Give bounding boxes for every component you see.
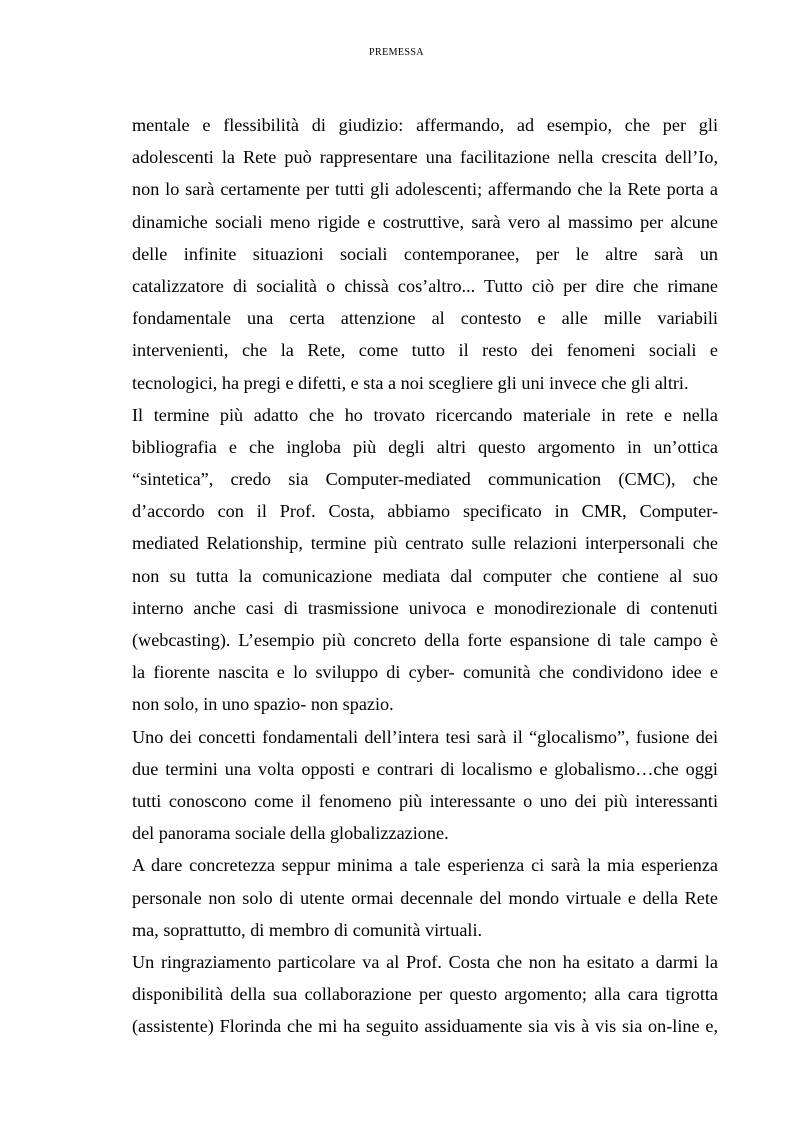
running-header: PREMESSA xyxy=(369,47,424,58)
text-line: Il termine più adatto che ho trovato ricercando materiale in rete e nella xyxy=(132,404,718,425)
text-line: adolescenti la Rete può rappresentare una facilitazione nella crescita dell’Io, xyxy=(132,147,718,168)
text-line: mentale e flessibilità di giudizio: affermando, ad esempio, che per gli xyxy=(132,115,718,135)
text-line: non solo, in uno spazio- non spazio. xyxy=(132,694,394,715)
text-line: dinamiche sociali meno rigide e costruttive, sarà vero al massimo per alcune xyxy=(132,211,718,232)
text-line: bibliografia e che ingloba più degli altri questo argomento in un’ottica xyxy=(132,436,718,457)
text-line: mediated Relationship, termine più centrato sulle relazioni interpersonali che xyxy=(132,533,718,554)
text-line: catalizzatore di socialità o chissà cos’altro... Tutto ciò per dire che rimane xyxy=(132,275,718,296)
text-line: (webcasting). L’esempio più concreto della forte espansione di tale campo è xyxy=(132,630,718,650)
text-line: (assistente) Florinda che mi ha seguito assiduamente sia vis à vis sia on-line e, xyxy=(132,1016,718,1037)
text-line: non su tutta la comunicazione mediata dal computer che contiene al suo xyxy=(132,565,718,586)
text-line: due termini una volta opposti e contrari di localismo e globalismo…che oggi xyxy=(132,758,718,779)
text-line: A dare concretezza seppur minima a tale esperienza ci sarà la mia esperienza xyxy=(132,855,718,876)
text-line: fondamentale una certa attenzione al contesto e alle mille variabili xyxy=(132,308,718,329)
text-line: Uno dei concetti fondamentali dell’intera tesi sarà il “glocalismo”, fusione dei xyxy=(132,726,718,747)
text-line: disponibilità della sua collaborazione per questo argomento; alla cara tigrotta xyxy=(132,984,718,1005)
text-line: la fiorente nascita e lo sviluppo di cyber- comunità che condividono idee e xyxy=(132,662,718,683)
text-line: d’accordo con il Prof. Costa, abbiamo specificato in CMR, Computer- xyxy=(132,501,718,522)
text-line: delle infinite situazioni sociali contemporanee, per le altre sarà un xyxy=(132,243,718,264)
text-line: interno anche casi di trasmissione univoca e monodirezionale di contenuti xyxy=(132,597,718,618)
text-line: tecnologici, ha pregi e difetti, e sta a noi scegliere gli uni invece che gli altri. xyxy=(132,372,689,393)
text-line: del panorama sociale della globalizzazione. xyxy=(132,823,449,844)
body-text xyxy=(132,109,718,1042)
text-line: “sintetica”, credo sia Computer-mediated communication (CMC), che xyxy=(132,469,718,490)
text-line: tutti conoscono come il fenomeno più interessante o uno dei più interessanti xyxy=(132,790,718,811)
text-line: non lo sarà certamente per tutti gli adolescenti; affermando che la Rete porta a xyxy=(132,179,718,200)
text-line: personale non solo di utente ormai decennale del mondo virtuale e della Rete xyxy=(132,887,718,908)
text-line: intervenienti, che la Rete, come tutto il resto dei fenomeni sociali e xyxy=(132,340,718,361)
text-line: ma, soprattutto, di membro di comunità virtuali. xyxy=(132,919,483,940)
text-line: Un ringraziamento particolare va al Prof. Costa che non ha esitato a darmi la xyxy=(132,951,718,972)
